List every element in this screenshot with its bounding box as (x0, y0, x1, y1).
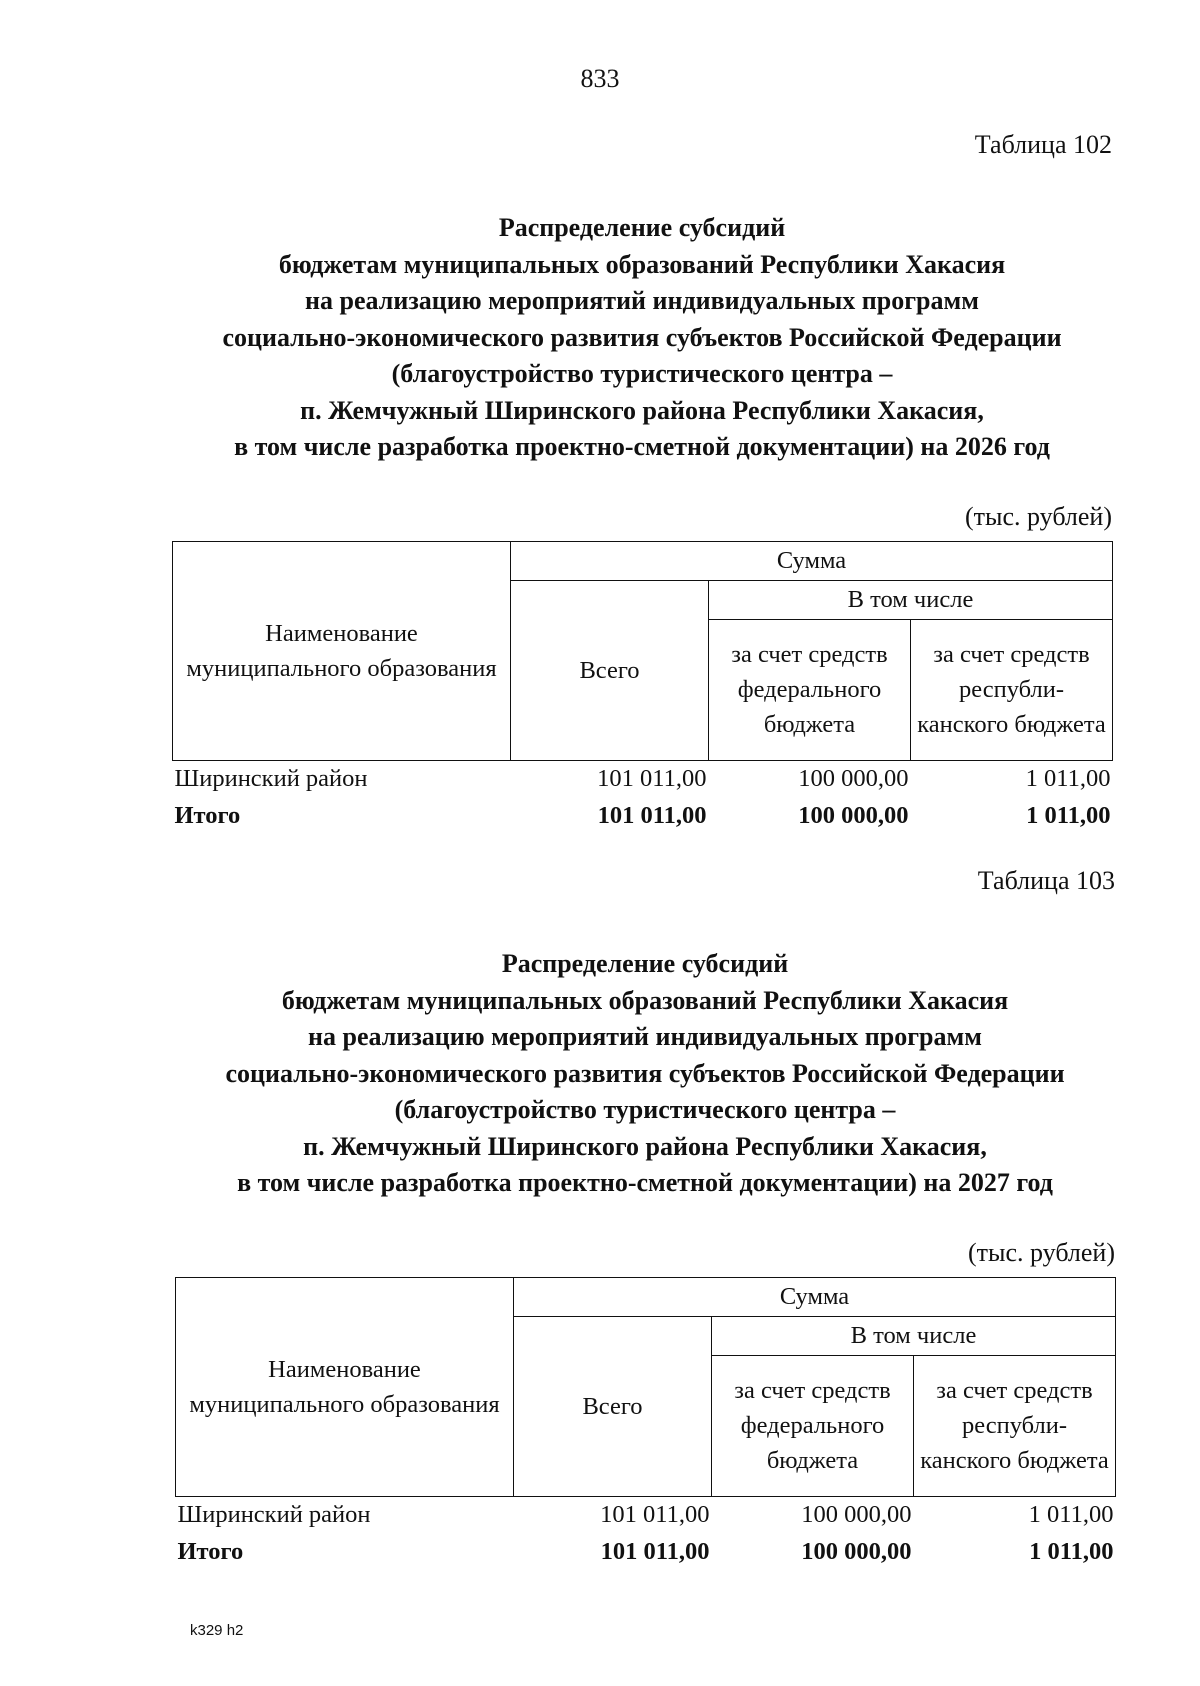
total-name: Итого (177, 1538, 244, 1565)
subsidy-section-2027 (175, 866, 1115, 1571)
total-federal: 100 000,00 (798, 802, 909, 829)
row-name: Ширинский район (177, 1501, 371, 1528)
title-line: бюджетам муниципальных образований Республики Хакасия (278, 249, 1006, 279)
total-row (173, 798, 1113, 835)
row-federal: 100 000,00 (801, 1501, 912, 1528)
header-republican: за счет средств республи-канского бюджета (911, 619, 1113, 760)
title-line: бюджетам муниципальных образований Республики Хакасия (281, 985, 1009, 1015)
subsidy-section-2026 (172, 130, 1112, 835)
header-total: Всего (511, 580, 709, 760)
row-republican: 1 011,00 (1025, 765, 1111, 792)
units-label: (тыс. рублей) (967, 1237, 1115, 1267)
total-name: Итого (174, 802, 241, 829)
title-line: на реализацию мероприятий индивидуальных программ (308, 1022, 982, 1051)
table-label: Таблица 102 (974, 130, 1112, 159)
table-row (176, 1496, 1116, 1534)
table-title (172, 210, 1112, 466)
title-line: Распределение субсидий (498, 213, 786, 242)
row-republican: 1 011,00 (1028, 1501, 1114, 1528)
header-total: Всего (514, 1316, 712, 1496)
page-number: 833 (580, 64, 620, 93)
total-federal: 100 000,00 (801, 1538, 912, 1565)
header-federal: за счет средств федерального бюджета (712, 1355, 914, 1496)
units-label: (тыс. рублей) (964, 501, 1112, 531)
footer-code: k329 h2 (190, 1622, 244, 1639)
row-federal: 100 000,00 (798, 765, 909, 792)
header-sum: Сумма (514, 1277, 1116, 1316)
table-row (173, 760, 1113, 798)
total-republican: 1 011,00 (1029, 1538, 1114, 1565)
header-federal: за счет средств федерального бюджета (709, 619, 911, 760)
total-total: 101 011,00 (597, 802, 707, 829)
total-republican: 1 011,00 (1026, 802, 1111, 829)
title-line: социально-экономического развития субъектов Российской Федерации (222, 322, 1062, 352)
row-total: 101 011,00 (597, 765, 707, 792)
title-line: социально-экономического развития субъектов Российской Федерации (225, 1058, 1065, 1088)
title-line: (благоустройство туристического центра – (394, 1095, 896, 1124)
title-line: п. Жемчужный Ширинского района Республики Хакасия, (300, 395, 984, 425)
total-row (176, 1534, 1116, 1571)
title-line: Распределение субсидий (501, 949, 789, 978)
title-line: п. Жемчужный Ширинского района Республики Хакасия, (303, 1131, 987, 1161)
header-including: В том числе (712, 1316, 1116, 1355)
subsidy-table (175, 1277, 1116, 1571)
table-label: Таблица 103 (977, 866, 1115, 895)
title-line: в том числе разработка проектно-сметной документации) на 2026 год (234, 432, 1050, 461)
row-total: 101 011,00 (600, 1501, 710, 1528)
header-name: Наименование муниципального образования (173, 541, 511, 760)
header-name: Наименование муниципального образования (176, 1277, 514, 1496)
row-name: Ширинский район (174, 765, 368, 792)
title-line: (благоустройство туристического центра – (391, 359, 893, 388)
title-line: в том числе разработка проектно-сметной документации) на 2027 год (237, 1168, 1053, 1197)
table-title (175, 946, 1115, 1202)
header-republican: за счет средств республи-канского бюджета (914, 1355, 1116, 1496)
subsidy-table (172, 541, 1113, 835)
total-total: 101 011,00 (600, 1538, 710, 1565)
header-sum: Сумма (511, 541, 1113, 580)
title-line: на реализацию мероприятий индивидуальных программ (305, 286, 979, 315)
header-including: В том числе (709, 580, 1113, 619)
